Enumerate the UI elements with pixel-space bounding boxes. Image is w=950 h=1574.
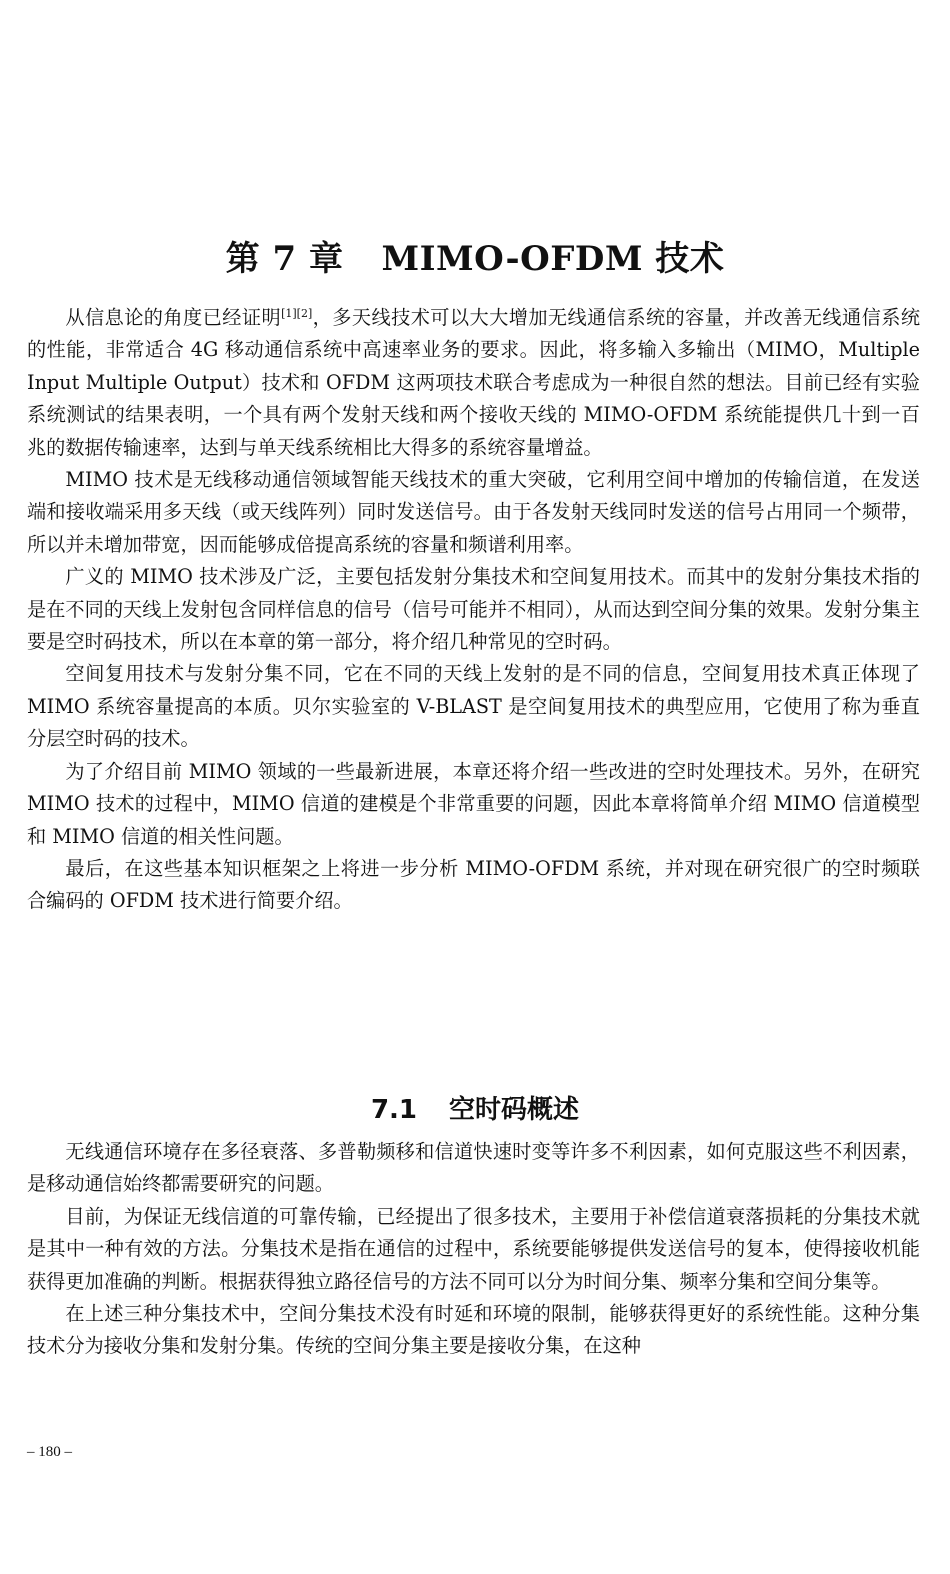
citation-2: [2] xyxy=(296,307,313,320)
section-paragraph-1: 无线通信环境存在多径衰落、多普勒频移和信道快速时变等许多不利因素，如何克服这些不利因素，是移动通信始终都需要研究的问题。 xyxy=(27,1140,920,1196)
chapter-label: 第 7 章 xyxy=(225,238,344,279)
intro-paragraph-1-text-cont: ，多天线技术可以大大增加无线通信系统的容量，并改善无线通信系统的性能，非常适合 4G 移动通信系统中高速率业务的要求。因此，将多输入多输出（MIMO，Multiple Input Multiple Output）技术和 OFDM 这两项技术联合考虑成为一种很自然的想法。目前已经有实验系统测试的结果表明，一个具有两个发射天线和两个接收天线的 MIMO-OFDM 系统能提供几十到一百兆的数据传输速率，达到与单天线系统相比大得多的系统容量增益。 xyxy=(27,306,921,459)
intro-paragraph-3: 广义的 MIMO 技术涉及广泛，主要包括发射分集技术和空间复用技术。而其中的发射分集技术指的是在不同的天线上发射包含同样信息的信号（信号可能并不相同），从而达到空间分集的效果。发射分集主要是空时码技术，所以在本章的第一部分，将介绍几种常见的空时码。 xyxy=(27,565,920,654)
chapter-title xyxy=(0,235,950,283)
section-paragraph-2: 目前，为保证无线信道的可靠传输，已经提出了很多技术，主要用于补偿信道衰落损耗的分集技术就是其中一种有效的方法。分集技术是指在通信的过程中，系统要能够提供发送信号的复本，使得接收机能获得更加准确的判断。根据获得独立路径信号的方法不同可以分为时间分集、频率分集和空间分集等。 xyxy=(27,1204,920,1293)
intro-body xyxy=(27,302,920,918)
section-number: 7.1 xyxy=(370,1094,418,1125)
intro-paragraph-1-text: 从信息论的角度已经证明 xyxy=(65,306,282,329)
intro-paragraph-1 xyxy=(27,302,920,464)
intro-paragraph-5: 为了介绍目前 MIMO 领域的一些最新进展，本章还将介绍一些改进的空时处理技术。另外，在研究 MIMO 技术的过程中，MIMO 信道的建模是个非常重要的问题，因此本章将简单介绍 MIMO 信道模型和 MIMO 信道的相关性问题。 xyxy=(27,759,920,848)
intro-paragraph-2: MIMO 技术是无线移动通信领域智能天线技术的重大突破，它利用空间中增加的传输信道，在发送端和接收端采用多天线（或天线阵列）同时发送信号。由于各发射天线同时发送的信号占用同一个频带，所以并未增加带宽，因而能够成倍提高系统的容量和频谱利用率。 xyxy=(27,468,920,556)
citation-1: [1] xyxy=(281,307,297,320)
section-title xyxy=(0,1090,950,1130)
intro-paragraph-4: 空间复用技术与发射分集不同，它在不同的天线上发射的是不同的信息，空间复用技术真正体现了 MIMO 系统容量提高的本质。贝尔实验室的 V-BLAST 是空间复用技术的典型应用，它使用了称为垂直分层空时码的技术。 xyxy=(27,662,920,751)
section-body xyxy=(27,1136,920,1363)
section-name: 空时码概述 xyxy=(449,1094,580,1125)
page-number: – 180 – xyxy=(27,1444,72,1460)
section-paragraph-3: 在上述三种分集技术中，空间分集技术没有时延和环境的限制，能够获得更好的系统性能。这种分集技术分为接收分集和发射分集。传统的空间分集主要是接收分集，在这种 xyxy=(27,1302,920,1358)
intro-paragraph-6: 最后，在这些基本知识框架之上将进一步分析 MIMO-OFDM 系统，并对现在研究很广的空时频联合编码的 OFDM 技术进行简要介绍。 xyxy=(27,856,920,913)
chapter-name: MIMO-OFDM 技术 xyxy=(381,238,725,279)
